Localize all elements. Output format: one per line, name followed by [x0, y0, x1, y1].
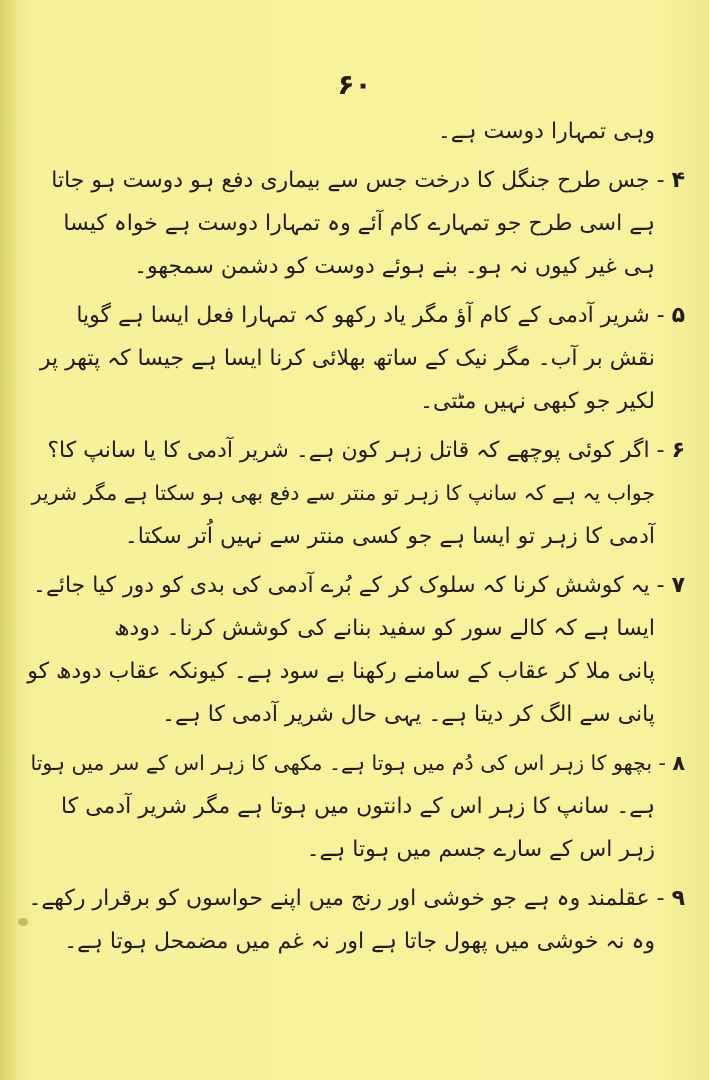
- line-text: جواب یہ ہے کہ سانپ کا زہر تو منتر سے دفع بھی ہو سکتا ہے مگر شریر: [31, 481, 655, 505]
- line-text: وہی تمہارا دوست ہے۔: [437, 119, 655, 144]
- text-line: [25, 202, 685, 245]
- line-text: ہے اسی طرح جو تمہارے کام آئے وہ تمہارا دوست ہے خواہ کیسا: [63, 211, 655, 236]
- text-line: [25, 472, 685, 515]
- line-text: - جس طرح جنگل کا درخت جس سے بیماری دفع ہو دوست ہو جاتا: [51, 168, 672, 193]
- line-text: زہر اس کے سارے جسم میں ہوتا ہے۔: [306, 837, 655, 862]
- text-line: [25, 877, 685, 920]
- text-line: [25, 429, 685, 472]
- line-text: وہ نہ خوشی میں پھول جاتا ہے اور نہ غم میں مضمحل ہوتا ہے۔: [64, 929, 655, 954]
- text-line: [25, 515, 685, 558]
- text-line: [25, 110, 685, 153]
- line-text: نقش بر آب۔ مگر نیک کے ساتھ بھلائی کرنا ایسا ہے جیسا کہ پتھر پر: [39, 346, 655, 371]
- item-number: ۵: [671, 303, 685, 328]
- text-line: [25, 245, 685, 288]
- line-text: - عقلمند وہ ہے جو خوشی اور رنج میں اپنے حواسوں کو برقرار رکھے۔: [28, 886, 672, 911]
- line-text: پانی سے الگ کر دیتا ہے۔ یہی حال شریر آدمی کا ہے۔: [162, 702, 655, 727]
- item-number: ۶: [671, 438, 685, 463]
- text-line: [25, 742, 685, 785]
- text-line: [25, 564, 685, 607]
- text-line: [25, 828, 685, 871]
- paper-stain: [18, 918, 28, 926]
- line-text: - شریر آدمی کے کام آؤ مگر یاد رکھو کہ تمہارا فعل ایسا ہے گویا: [76, 303, 672, 328]
- line-text: پانی ملا کر عقاب کے سامنے رکھنا بے سود ہے۔ کیونکہ عقاب دودھ کو: [27, 659, 655, 684]
- line-text: ایسا ہے کہ کالے سور کو سفید بنانے کی کوشش کرنا۔ دودھ: [114, 616, 655, 641]
- line-text: ہی غیر کیوں نہ ہو۔ بنے ہوئے دوست کو دشمن سمجھو۔: [134, 254, 655, 279]
- item-number: ۷: [671, 573, 685, 598]
- line-text: ہے۔ سانپ کا زہر اس کے دانتوں میں ہوتا ہے مگر شریر آدمی کا: [61, 794, 655, 819]
- line-text: - یہ کوشش کرنا کہ سلوک کر کے بُرے آدمی کی بدی کو دور کیا جائے۔: [33, 573, 672, 598]
- text-line: [25, 607, 685, 650]
- line-text: - اگر کوئی پوچھے کہ قاتل زہر کون ہے۔ شریر آدمی کا یا سانپ کا؟: [47, 438, 672, 463]
- item-number: ۸: [672, 751, 685, 775]
- line-text: لکیر جو کبھی نہیں مٹتی۔: [420, 389, 655, 414]
- text-line: [25, 650, 685, 693]
- text-line: [25, 337, 685, 380]
- text-line: [25, 294, 685, 337]
- page-binding-edge: [0, 0, 16, 1080]
- page-number: ۶۰: [337, 68, 372, 101]
- page-body-text: [25, 110, 685, 963]
- text-line: [25, 159, 685, 202]
- text-line: [25, 785, 685, 828]
- item-number: ۴: [671, 168, 685, 193]
- text-line: [25, 693, 685, 736]
- text-line: [25, 920, 685, 963]
- line-text: - بچھو کا زہر اس کی دُم میں ہوتا ہے۔ مکھی کا زہر اس کے سر میں ہوتا: [30, 751, 673, 775]
- line-text: آدمی کا زہر تو ایسا ہے جو کسی منتر سے نہیں اُتر سکتا۔: [124, 524, 655, 549]
- item-number: ۹: [671, 886, 685, 911]
- text-line: [25, 380, 685, 423]
